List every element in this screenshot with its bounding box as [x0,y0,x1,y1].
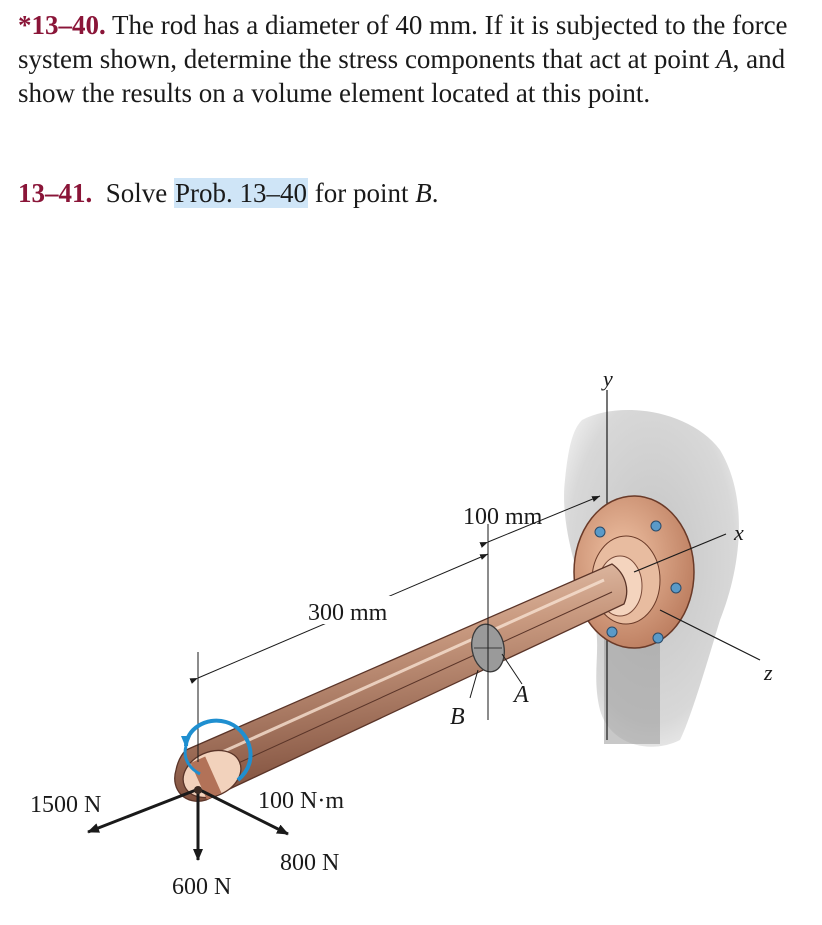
moment-label: 100 N·m [258,788,344,814]
prob-reference-link[interactable]: Prob. 13–40 [175,178,308,208]
label-A: A [514,682,529,708]
bolt-icon [607,627,617,637]
leader-A [502,654,522,684]
bolt-icon [651,521,661,531]
problem-text: Solve Prob. 13–40 for point B. [105,178,439,208]
problem-number: 13–41. [18,178,93,208]
force-800-label: 800 N [280,850,340,876]
bolt-icon [653,633,663,643]
z-axis-label: z [764,660,773,685]
rod-figure [0,240,822,920]
dim-300-label: 300 mm [308,600,388,626]
bolt-icon [671,583,681,593]
problem-number: *13–40. [18,10,106,40]
dim-100-label: 100 mm [463,504,543,530]
force-1500-label: 1500 N [30,792,102,818]
rod-centerline [210,592,612,776]
problem-13-40 [18,8,808,110]
label-B: B [450,704,465,730]
bolt-icon [595,527,605,537]
load-point [194,786,202,794]
y-axis-label: y [603,366,613,391]
problem-text: The rod has a diameter of 40 mm. If it is subjected to the force system shown, determine the stress components that act at point A, and show the results on a volume element located at this point. [18,10,788,108]
problem-13-41 [18,176,808,210]
force-1500-arrow [88,790,196,832]
force-600-label: 600 N [172,874,232,900]
rod-diagram [0,240,822,920]
x-axis-label: x [734,520,744,545]
